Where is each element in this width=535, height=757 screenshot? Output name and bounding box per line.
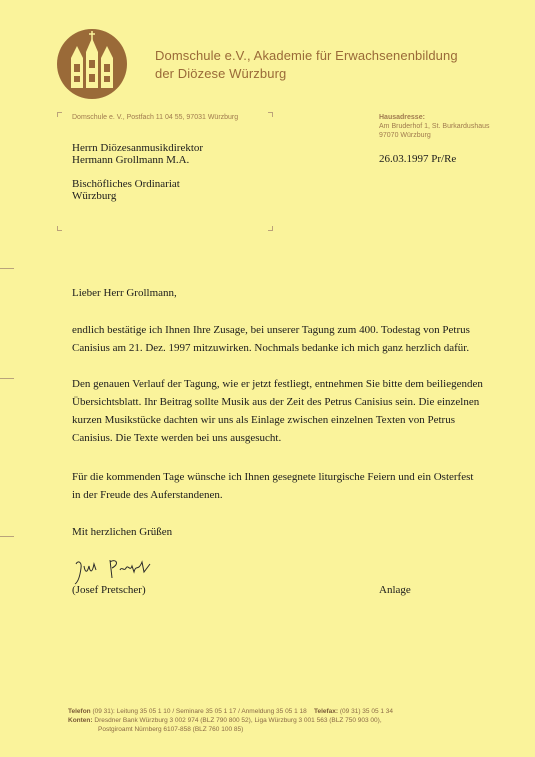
address-window-corner [268, 226, 273, 231]
fax-text: (09 31) 35 05 1 34 [339, 708, 394, 715]
fold-mark [0, 268, 14, 269]
house-address-label: Hausadresse: [379, 114, 425, 121]
signer-name: (Josef Pretscher) [72, 584, 146, 596]
org-line-1: Domschule e.V., Akademie für Erwachsenenbildung [155, 48, 458, 63]
accounts-text: Dresdner Bank Würzburg 3 002 974 (BLZ 790 800 52), Liga Würzburg 3 001 563 (BLZ 750 903 00), [94, 717, 382, 724]
accounts-text-2: Postgiroamt Nürnberg 6107-858 (BLZ 760 100 85) [98, 726, 244, 733]
footer-accounts-row [68, 716, 468, 725]
punch-mark [0, 378, 14, 379]
salutation: Lieber Herr Grollmann, [72, 287, 177, 299]
address-window-corner [268, 112, 273, 117]
recipient-line-1: Herrn Diözesanmusikdirektor [72, 142, 204, 154]
sender-return-line: Domschule e. V., Postfach 11 04 55, 97031 Würzburg [72, 114, 239, 121]
organization-name [155, 47, 458, 83]
recipient-address [72, 142, 203, 202]
address-window-corner [57, 226, 62, 231]
closing: Mit herzlichen Grüßen [72, 526, 173, 538]
paragraph-1: endlich bestätige ich Ihnen Ihre Zusage, bei unserer Tagung zum 400. Todestag von Petrus Canisius am 21. Dez. 1997 mitzuwirken. Nochmals bedanke ich mich ganz herzlich dafür. [72, 324, 470, 354]
phone-label: Telefon [68, 708, 91, 715]
paragraph-2: Den genauen Verlauf der Tagung, wie er jetzt festliegt, entnehmen Sie bitte dem beiliegenden Übersichtsblatt. Ihr Beitrag sollte Musik aus der Zeit des Petrus Canisius sein. Die einzelnen kurzen Musikstücke dachten wir uns als Einlage zwischen einzelnen Texten von Petrus Canisius. Die Texte werden bei uns ausgesucht. [72, 378, 483, 444]
phone-text: (09 31): Leitung 35 05 1 10 / Seminare 35 05 1 17 / Anmeldung 35 05 1 18 [92, 708, 307, 715]
house-address [379, 113, 490, 140]
paragraph-3: Für die kommenden Tage wünsche ich Ihnen gesegnete liturgische Feiern und ein Osterfest in der Freude des Auferstandenen. [72, 471, 474, 501]
letter-footer [68, 707, 468, 734]
handwritten-signature [72, 554, 162, 586]
fold-mark [0, 536, 14, 537]
house-address-line-1: Am Bruderhof 1, St. Burkardushaus [379, 123, 490, 130]
footer-phone-row [68, 707, 468, 716]
letter-date: 26.03.1997 Pr/Re [379, 153, 457, 165]
accounts-label: Konten: [68, 717, 93, 724]
enclosure-note: Anlage [379, 584, 411, 596]
fax-label: Telefax: [313, 708, 339, 715]
recipient-line-2: Hermann Grollmann M.A. [72, 154, 190, 166]
address-window-corner [57, 112, 62, 117]
domschule-logo [56, 28, 128, 100]
org-line-2: der Diözese Würzburg [155, 66, 287, 81]
house-address-line-2: 97070 Würzburg [379, 132, 431, 139]
recipient-line-3: Bischöfliches Ordinariat [72, 178, 180, 190]
recipient-line-4: Würzburg [72, 190, 117, 202]
